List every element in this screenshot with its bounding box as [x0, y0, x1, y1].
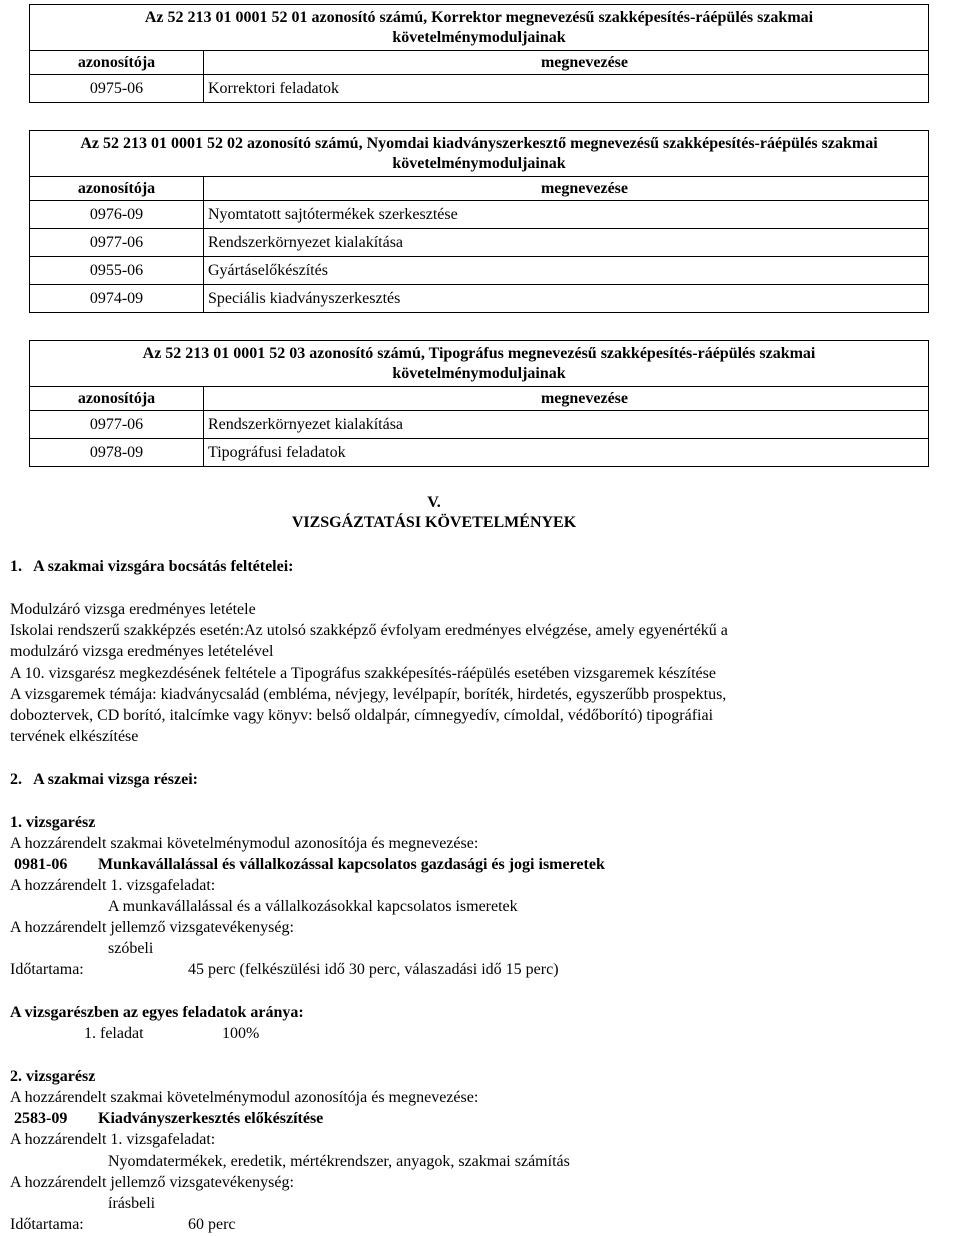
- table-row: [30, 75, 929, 103]
- module-table-korrektor: [29, 4, 929, 103]
- column-header-id: azonosítója: [30, 177, 204, 201]
- exam2-title: 2. vizsgarész: [10, 1068, 96, 1085]
- column-header-name: megnevezése: [204, 51, 929, 75]
- column-header-id: azonosítója: [30, 51, 204, 75]
- exam2-activity: írásbeli: [108, 1195, 156, 1212]
- column-header-name: megnevezése: [204, 387, 929, 411]
- exam1-activity-label: A hozzárendelt jellemző vizsgatevékenység:: [10, 919, 294, 936]
- exam2-task: Nyomdatermékek, eredetik, mértékrendszer, anyagok, szakmai számítás: [108, 1153, 570, 1170]
- section-title: VIZSGÁZTATÁSI KÖVETELMÉNYEK: [291, 514, 577, 531]
- exam1-module-name: Munkavállalással és vállalkozással kapcsolatos gazdasági és jogi ismeretek: [98, 856, 605, 873]
- module-name: Gyártáselőkészítés: [204, 257, 929, 285]
- module-id: 0975-06: [30, 75, 204, 103]
- table-caption: [30, 341, 929, 387]
- exam2-module-id: 2583-09: [14, 1110, 68, 1127]
- module-name: Korrektori feladatok: [204, 75, 929, 103]
- caption-line: Az 52 213 01 0001 52 02 azonosító számú, Nyomdai kiadványszerkesztő megnevezésű szakképesítés-ráépülés szakmai: [80, 135, 878, 152]
- exam2-duration-row: [10, 1215, 236, 1235]
- caption-line: Az 52 213 01 0001 52 03 azonosító számú, Tipográfus megnevezésű szakképesítés-ráépülés szakmai: [142, 345, 816, 362]
- exam1-module-label: A hozzárendelt szakmai követelménymodul azonosítója és megnevezése:: [10, 835, 479, 852]
- exam1-title: 1. vizsgarész: [10, 814, 96, 831]
- exam1-duration: 45 perc (felkészülési idő 30 perc, válaszadási idő 15 perc): [188, 961, 559, 978]
- condition-line: Iskolai rendszerű szakképzés esetén:Az utolsó szakképző évfolyam eredményes elvégzése, amely egyenértékű a: [10, 622, 728, 639]
- exam2-module: [14, 1109, 323, 1129]
- caption-line: Az 52 213 01 0001 52 01 azonosító számú, Korrektor megnevezésű szakképesítés-ráépülés szakmai: [144, 9, 814, 26]
- condition-line: A 10. vizsgarész megkezdésének feltétele a Tipográfus szakképesítés-ráépülés esetében vizsgaremek készítése: [10, 665, 716, 682]
- module-name: Rendszerkörnyezet kialakítása: [204, 411, 929, 439]
- table-row: [30, 439, 929, 467]
- column-header-id: azonosítója: [30, 387, 204, 411]
- exam1-module: [14, 855, 605, 875]
- condition-line: A vizsgaremek témája: kiadványcsalád (embléma, névjegy, levélpapír, boríték, hirdetés, egyszerűbb prospektus,: [10, 686, 727, 703]
- table-row: [30, 229, 929, 257]
- module-table-nyomdai: [29, 130, 929, 313]
- condition-line: modulzáró vizsga eredményes letételével: [10, 643, 274, 660]
- exam2-duration: 60 perc: [188, 1216, 236, 1233]
- module-id: 0974-09: [30, 285, 204, 313]
- exam1-task: A munkavállalással és a vállalkozásokkal kapcsolatos ismeretek: [108, 898, 518, 915]
- exam1-ratio-heading: A vizsgarészben az egyes feladatok aránya:: [10, 1004, 304, 1021]
- module-table-tipografus: [29, 340, 929, 467]
- caption-line: követelménymoduljainak: [392, 155, 566, 172]
- exam2-task-label: A hozzárendelt 1. vizsgafeladat:: [10, 1131, 216, 1148]
- exam1-duration-label: Időtartama:: [10, 961, 84, 978]
- caption-line: követelménymoduljainak: [392, 29, 566, 46]
- table-caption: [30, 5, 929, 51]
- condition-line: doboztervek, CD borító, italcímke vagy könyv: belső oldalpár, címnegyedív, címoldal, védőborító) tipográfiai: [10, 707, 714, 724]
- table-row: [30, 285, 929, 313]
- exam1-task-label: A hozzárendelt 1. vizsgafeladat:: [10, 877, 216, 894]
- exam2-module-name: Kiadványszerkesztés előkészítése: [98, 1110, 324, 1127]
- condition-line: tervének elkészítése: [10, 728, 139, 745]
- exam2-duration-label: Időtartama:: [10, 1216, 84, 1233]
- exam1-duration-row: [10, 960, 559, 980]
- exam2-module-label: A hozzárendelt szakmai követelménymodul azonosítója és megnevezése:: [10, 1089, 479, 1106]
- exam2-activity-label: A hozzárendelt jellemző vizsgatevékenység:: [10, 1174, 294, 1191]
- module-name: Tipográfusi feladatok: [204, 439, 929, 467]
- table-row: [30, 411, 929, 439]
- caption-line: követelménymoduljainak: [392, 365, 566, 382]
- table-row: [30, 201, 929, 229]
- column-header-name: megnevezése: [204, 177, 929, 201]
- condition-line: Modulzáró vizsga eredményes letétele: [10, 601, 256, 618]
- exam1-activity: szóbeli: [108, 940, 154, 957]
- parts-heading: 2. A szakmai vizsga részei:: [10, 771, 198, 788]
- conditions-heading: 1. A szakmai vizsgára bocsátás feltételei:: [10, 558, 294, 575]
- exam1-module-id: 0981-06: [14, 856, 68, 873]
- module-name: Nyomtatott sajtótermékek szerkesztése: [204, 201, 929, 229]
- module-id: 0977-06: [30, 411, 204, 439]
- module-id: 0977-06: [30, 229, 204, 257]
- module-id: 0976-09: [30, 201, 204, 229]
- table-caption: [30, 131, 929, 177]
- table-row: [30, 257, 929, 285]
- module-name: Speciális kiadványszerkesztés: [204, 285, 929, 313]
- exam1-ratio-value: 100%: [222, 1025, 260, 1042]
- exam1-ratio-task: 1. feladat: [84, 1025, 144, 1042]
- module-id: 0978-09: [30, 439, 204, 467]
- module-name: Rendszerkörnyezet kialakítása: [204, 229, 929, 257]
- exam1-ratio-row: [84, 1024, 259, 1044]
- section-heading: [264, 493, 604, 533]
- section-number: V.: [427, 494, 441, 511]
- module-id: 0955-06: [30, 257, 204, 285]
